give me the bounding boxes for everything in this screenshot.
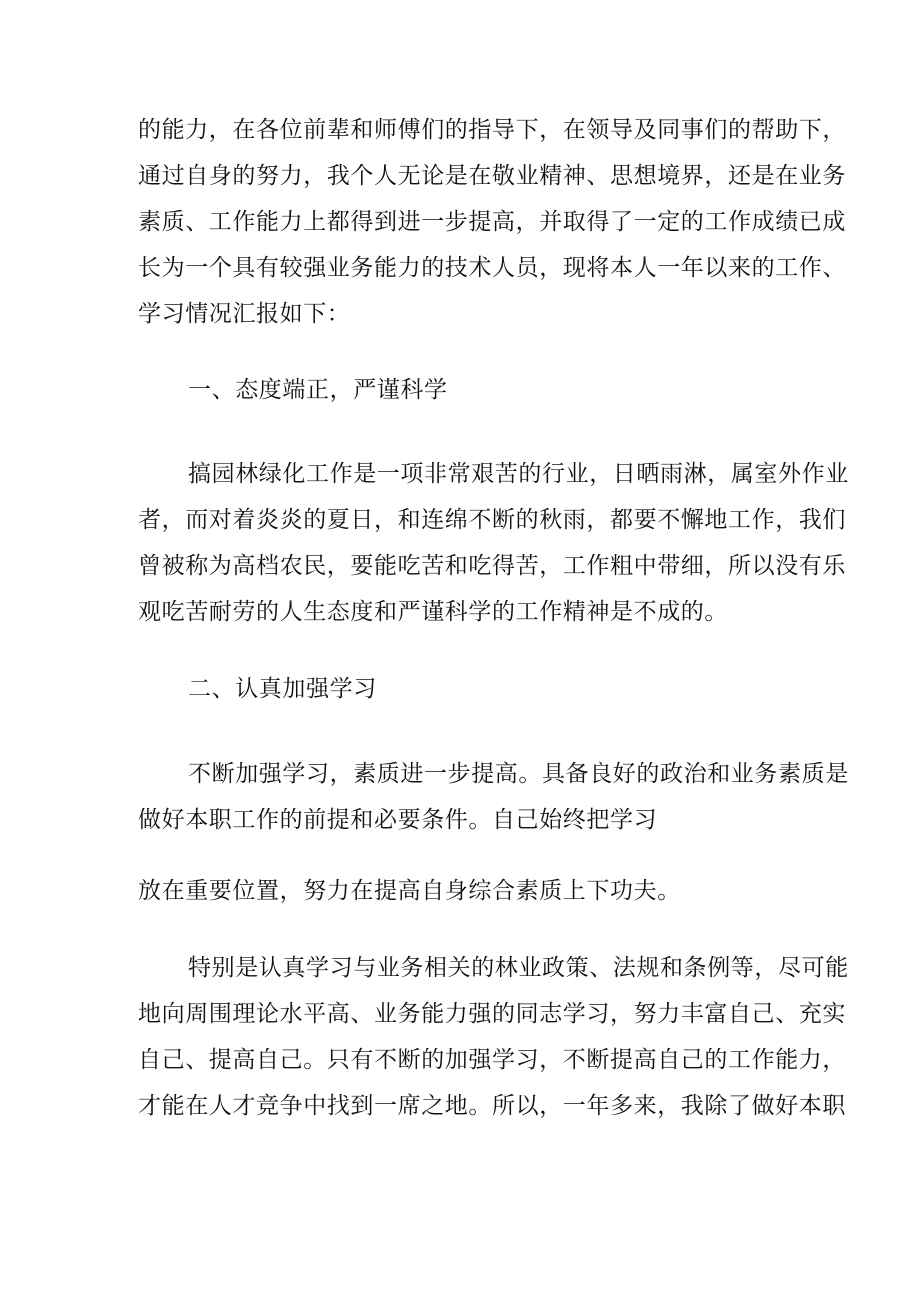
intro-line-3: 素质、工作能力上都得到进一步提高，并取得了一定的工作成绩已成 — [138, 209, 846, 235]
section-heading-2: 二、认真加强学习 — [188, 676, 377, 702]
intro-line-4: 长为一个具有较强业务能力的技术人员，现将本人一年以来的工作、 — [138, 255, 846, 281]
para4-line-3: 自己、提高自己。只有不断的加强学习，不断提高自己的工作能力， — [138, 1047, 846, 1073]
para3-line-1: 放在重要位置，努力在提高自身综合素质上下功夫。 — [138, 878, 681, 904]
para1-line-3: 曾被称为高档农民，要能吃苦和吃得苦，工作粗中带细，所以没有乐 — [138, 553, 846, 579]
intro-line-5: 学习情况汇报如下： — [138, 301, 351, 327]
para1-line-4: 观吃苦耐劳的人生态度和严谨科学的工作精神是不成的。 — [138, 599, 728, 625]
para1-line-1: 搞园林绿化工作是一项非常艰苦的行业，日晒雨淋，属室外作业 — [188, 461, 849, 487]
intro-line-1: 的能力，在各位前辈和师傅们的指导下，在领导及同事们的帮助下， — [138, 117, 846, 143]
section-heading-1: 一、态度端正，严谨科学 — [188, 377, 448, 403]
para4-line-1: 特别是认真学习与业务相关的林业政策、法规和条例等，尽可能 — [188, 955, 849, 981]
para4-line-2: 地向周围理论水平高、业务能力强的同志学习，努力丰富自己、充实 — [138, 1001, 846, 1027]
para4-line-4: 才能在人才竞争中找到一席之地。所以，一年多来，我除了做好本职 — [138, 1093, 846, 1119]
para2-line-2: 做好本职工作的前提和必要条件。自己始终把学习 — [138, 807, 658, 833]
para2-line-1: 不断加强学习，素质进一步提高。具备良好的政治和业务素质是 — [188, 761, 849, 787]
para1-line-2: 者，而对着炎炎的夏日，和连绵不断的秋雨，都要不懈地工作，我们 — [138, 507, 846, 533]
intro-line-2: 通过自身的努力，我个人无论是在敬业精神、思想境界，还是在业务 — [138, 163, 846, 189]
